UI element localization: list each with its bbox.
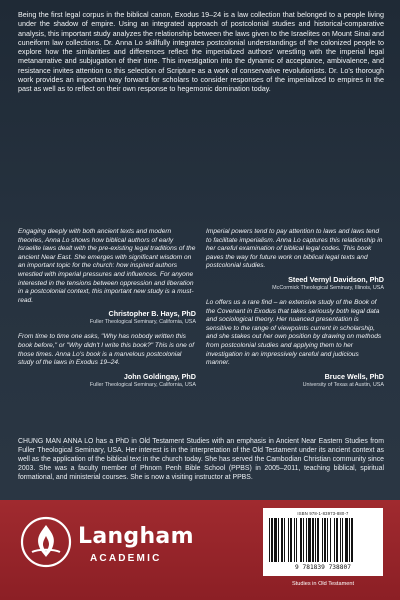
endorser-name: Bruce Wells, PhD (324, 371, 384, 381)
endorsement-quote: Lo offers us a rare find – an extensive study of the Book of the Covenant in Exodus that takes seriously both legal data and sociological theory. Her nuanced presentation is sensitive to the range of viewpoints current in scholarship, and she stakes out her own position by drawing on methods from postcolonial studies and applying them to her investigation in an impressively careful and judicious manner. (206, 298, 382, 367)
publisher-brand: Langham (78, 524, 194, 549)
isbn-digits: 9 781839 738807 (295, 564, 351, 571)
endorsement-quote: Engaging deeply with both ancient texts and modern theories, Anna Lo shows how biblical authors of early Israelite laws dealt with the pre-existing legal traditions of the ancient Near East. She emerges with significant wisdom on an important topic for the church: how inspired authors wrestled with imperial pressures and influences. For anyone interested in the tensions between oppression and liberation in a postcolonial context, this important new study is a must-read. (18, 228, 196, 304)
endorser-affiliation: University of Texas at Austin, USA (302, 381, 384, 388)
endorser-affiliation: Fuller Theological Seminary, California, USA (89, 381, 196, 388)
barcode-bars (269, 518, 377, 562)
endorsement-quote: From time to time one asks, "Why has nobody written this book before," or "Why didn't I write this book?" This is one of those times. Anna Lo's book is a marvelous postcolonial study of the laws in Exodus 19–24. (18, 333, 195, 367)
endorser-name: John Goldingay, PhD (123, 371, 196, 381)
isbn-label: ISBN 978-1-83973-880-7 (297, 511, 349, 516)
endorser-affiliation: McCormick Theological Seminary, Illinois, USA (272, 284, 384, 291)
publisher-imprint: ACADEMIC (90, 553, 162, 564)
endorsements-right-column (206, 228, 384, 396)
author-bio: CHUNG MAN ANNA LO has a PhD in Old Testament Studies with an emphasis in Ancient Near Eastern Studies from Fuller Theological Seminary, USA. Her interest is in the interpretation of the Old Testament under its ancient context as well as the application of the biblical text in the church today. She has served the Cambodian Christian community since 2003. She was a faculty member of Phnom Penh Bible School (PPBS) in 2005–2011, teaching biblical, spiritual formational, and ministerial courses. She is now a visiting instructor at PPBS. (18, 438, 384, 481)
endorser-name: Christopher B. Hays, PhD (108, 309, 196, 319)
endorsement-quote: Imperial powers tend to pay attention to laws and laws tend to facilitate imperialism. Anna Lo captures this relationship in her careful examination of biblical legal codes. This book paves the way for future work on biblical legal texts and postcolonial studies. (206, 228, 383, 270)
endorsements-left-column (18, 228, 196, 396)
isbn-barcode (263, 508, 383, 576)
endorser-name: Steed Vernyl Davidson, PhD (288, 274, 384, 284)
series-name: Studies in Old Testament (291, 581, 355, 587)
book-description: Being the first legal corpus in the biblical canon, Exodus 19–24 is a law collection that belonged to a people living under the shadow of empire. Using an integrated approach of postcolonial studies and historical-comparative analysis, this important study analyzes the relationship between the laws given to the Israelites on Mount Sinai and cuneiform law collections. Dr. Anna Lo skillfully integrates postcolonial understandings of the colonized people to explore how the similarities and differences reflect the imperialized authors' wrestling with the imperial legal metanarrative and subjugation of their time. This investigation into the dynamic of acceptance, ambivalence, and resistance invites attention to this selection of Scripture as a work of conservative revolutionists. Dr. Lo's thorough work provides an important way forward for scholars to consider responses of the imperialized to empires in the past as well as to reflect on their own response to hegemonic domination today. (18, 10, 384, 94)
langham-flame-logo-icon (20, 516, 72, 568)
endorser-affiliation: Fuller Theological Seminary, California, USA (89, 319, 196, 326)
